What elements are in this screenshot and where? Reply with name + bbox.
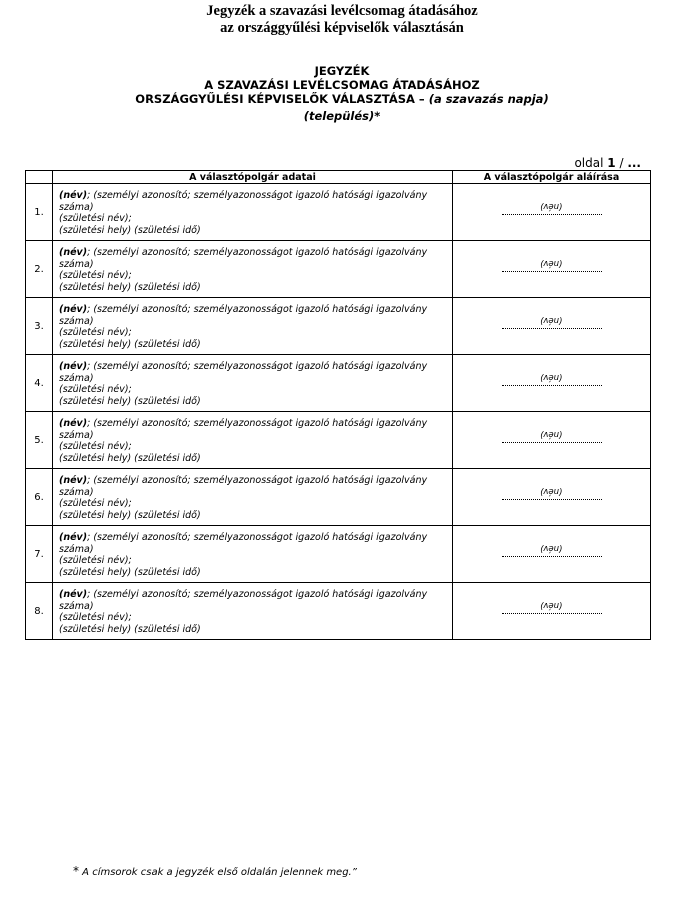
heading-settlement: (település)* (303, 109, 381, 123)
voter-data-cell (53, 355, 453, 412)
signature-area (453, 192, 650, 215)
table-body (26, 184, 651, 640)
voter-id-line (59, 247, 452, 270)
page-total: ... (627, 156, 641, 170)
row-number: 8. (26, 583, 53, 640)
table-row (26, 583, 651, 640)
row-number: 2. (26, 241, 53, 298)
voter-birth-name: (születési név); (59, 498, 132, 509)
voter-data-cell (53, 526, 453, 583)
voter-register-table (25, 170, 651, 640)
signature-dotted-line (502, 611, 602, 614)
signature-area (453, 249, 650, 272)
signature-dotted-line (502, 212, 602, 215)
footnote-text: A címsorok csak a jegyzék első oldalán jelennek meg.” (79, 867, 357, 878)
heading-line1: JEGYZÉK (314, 64, 370, 78)
signature-cell (453, 526, 651, 583)
row-number: 7. (26, 526, 53, 583)
voter-name: (név) (59, 589, 88, 600)
voter-name: (név) (59, 418, 88, 429)
document-title-line1: Jegyzék a szavazási levélcsomag átadásához (206, 3, 478, 19)
voter-id-line (59, 589, 452, 612)
page-separator: / (619, 156, 624, 170)
row-number: 1. (26, 184, 53, 241)
signature-name-label: (név) (540, 543, 563, 553)
voter-id-line (59, 532, 452, 555)
voter-id: ; (személyi azonosító; személyazonosságot igazoló hatósági igazolvány száma) (59, 532, 428, 555)
table-row (26, 298, 651, 355)
signature-cell (453, 184, 651, 241)
signature-cell (453, 469, 651, 526)
voter-birth-name: (születési név); (59, 441, 132, 452)
table-header-row (26, 171, 651, 184)
row-number: 5. (26, 412, 53, 469)
signature-area (453, 306, 650, 329)
signature-area (453, 591, 650, 614)
signature-name-label: (név) (540, 486, 563, 496)
voter-birth-place-date: (születési hely) (születési idő) (59, 224, 201, 236)
header-number (26, 171, 53, 184)
voter-id: ; (személyi azonosító; személyazonosságot igazoló hatósági igazolvány száma) (59, 418, 428, 441)
signature-dotted-line (502, 440, 602, 443)
voter-name: (név) (59, 190, 88, 201)
table-row (26, 184, 651, 241)
footnote-star: * (73, 864, 79, 878)
heading-line2: A SZAVAZÁSI LEVÉLCSOMAG ÁTADÁSÁHOZ (204, 78, 480, 92)
heading-line4 (0, 109, 684, 123)
voter-data-cell (53, 241, 453, 298)
signature-dotted-line (502, 383, 602, 386)
row-number: 4. (26, 355, 53, 412)
footnote (73, 865, 357, 879)
signature-cell (453, 241, 651, 298)
header-signature: A választópolgár aláírása (453, 171, 651, 184)
signature-area (453, 420, 650, 443)
voter-birth-place-date: (születési hely) (születési idő) (59, 623, 201, 635)
signature-cell (453, 583, 651, 640)
heading-line3-date: (a szavazás napja) (428, 92, 549, 106)
voter-name: (név) (59, 475, 88, 486)
signature-name-label: (név) (540, 258, 563, 268)
voter-birth-place-date: (születési hely) (születési idő) (59, 566, 201, 578)
voter-id-line (59, 304, 452, 327)
voter-birth-place-date: (születési hely) (születési idő) (59, 281, 201, 293)
voter-name: (név) (59, 361, 88, 372)
voter-id-line (59, 475, 452, 498)
voter-birth-name: (születési név); (59, 270, 132, 281)
voter-birth-place-date: (születési hely) (születési idő) (59, 509, 201, 521)
voter-id-line (59, 361, 452, 384)
voter-birth-name: (születési név); (59, 612, 132, 623)
signature-dotted-line (502, 326, 602, 329)
header-voter-data: A választópolgár adatai (53, 171, 453, 184)
signature-name-label: (név) (540, 315, 563, 325)
voter-id: ; (személyi azonosító; személyazonosságot igazoló hatósági igazolvány száma) (59, 247, 428, 270)
voter-birth-place-date: (születési hely) (születési idő) (59, 452, 201, 464)
voter-birth-name: (születési név); (59, 384, 132, 395)
voter-birth-place-date: (születési hely) (születési idő) (59, 338, 201, 350)
signature-dotted-line (502, 269, 602, 272)
row-number: 3. (26, 298, 53, 355)
voter-data-cell (53, 298, 453, 355)
voter-name: (név) (59, 532, 88, 543)
signature-area (453, 534, 650, 557)
signature-name-label: (név) (540, 372, 563, 382)
table-row (26, 241, 651, 298)
signature-name-label: (név) (540, 429, 563, 439)
row-number: 6. (26, 469, 53, 526)
signature-dotted-line (502, 554, 602, 557)
voter-data-cell (53, 583, 453, 640)
signature-area (453, 477, 650, 500)
page-indicator (574, 156, 641, 170)
voter-birth-name: (születési név); (59, 327, 132, 338)
voter-id: ; (személyi azonosító; személyazonosságot igazoló hatósági igazolvány száma) (59, 475, 428, 498)
voter-name: (név) (59, 304, 88, 315)
signature-cell (453, 298, 651, 355)
voter-id: ; (személyi azonosító; személyazonosságot igazoló hatósági igazolvány száma) (59, 190, 428, 213)
table-row (26, 355, 651, 412)
page-label: oldal (574, 156, 604, 170)
voter-id: ; (személyi azonosító; személyazonosságot igazoló hatósági igazolvány száma) (59, 589, 428, 612)
table-row (26, 469, 651, 526)
heading-line3 (0, 92, 684, 106)
voter-data-cell (53, 469, 453, 526)
voter-id: ; (személyi azonosító; személyazonosságot igazoló hatósági igazolvány száma) (59, 361, 428, 384)
signature-name-label: (név) (540, 201, 563, 211)
signature-name-label: (név) (540, 600, 563, 610)
signature-cell (453, 412, 651, 469)
voter-birth-name: (születési név); (59, 555, 132, 566)
document-title-line2: az országgyűlési képviselők választásán (220, 20, 464, 36)
table-row (26, 526, 651, 583)
signature-area (453, 363, 650, 386)
voter-name: (név) (59, 247, 88, 258)
voter-data-cell (53, 184, 453, 241)
voter-data-cell (53, 412, 453, 469)
table-row (26, 412, 651, 469)
voter-birth-place-date: (születési hely) (születési idő) (59, 395, 201, 407)
voter-id-line (59, 190, 452, 213)
page-number: 1 (607, 156, 616, 170)
voter-id: ; (személyi azonosító; személyazonosságot igazoló hatósági igazolvány száma) (59, 304, 428, 327)
heading-line3-main: ORSZÁGGYŰLÉSI KÉPVISELŐK VÁLASZTÁSA – (135, 92, 429, 106)
voter-id-line (59, 418, 452, 441)
voter-birth-name: (születési név); (59, 213, 132, 224)
signature-cell (453, 355, 651, 412)
signature-dotted-line (502, 497, 602, 500)
